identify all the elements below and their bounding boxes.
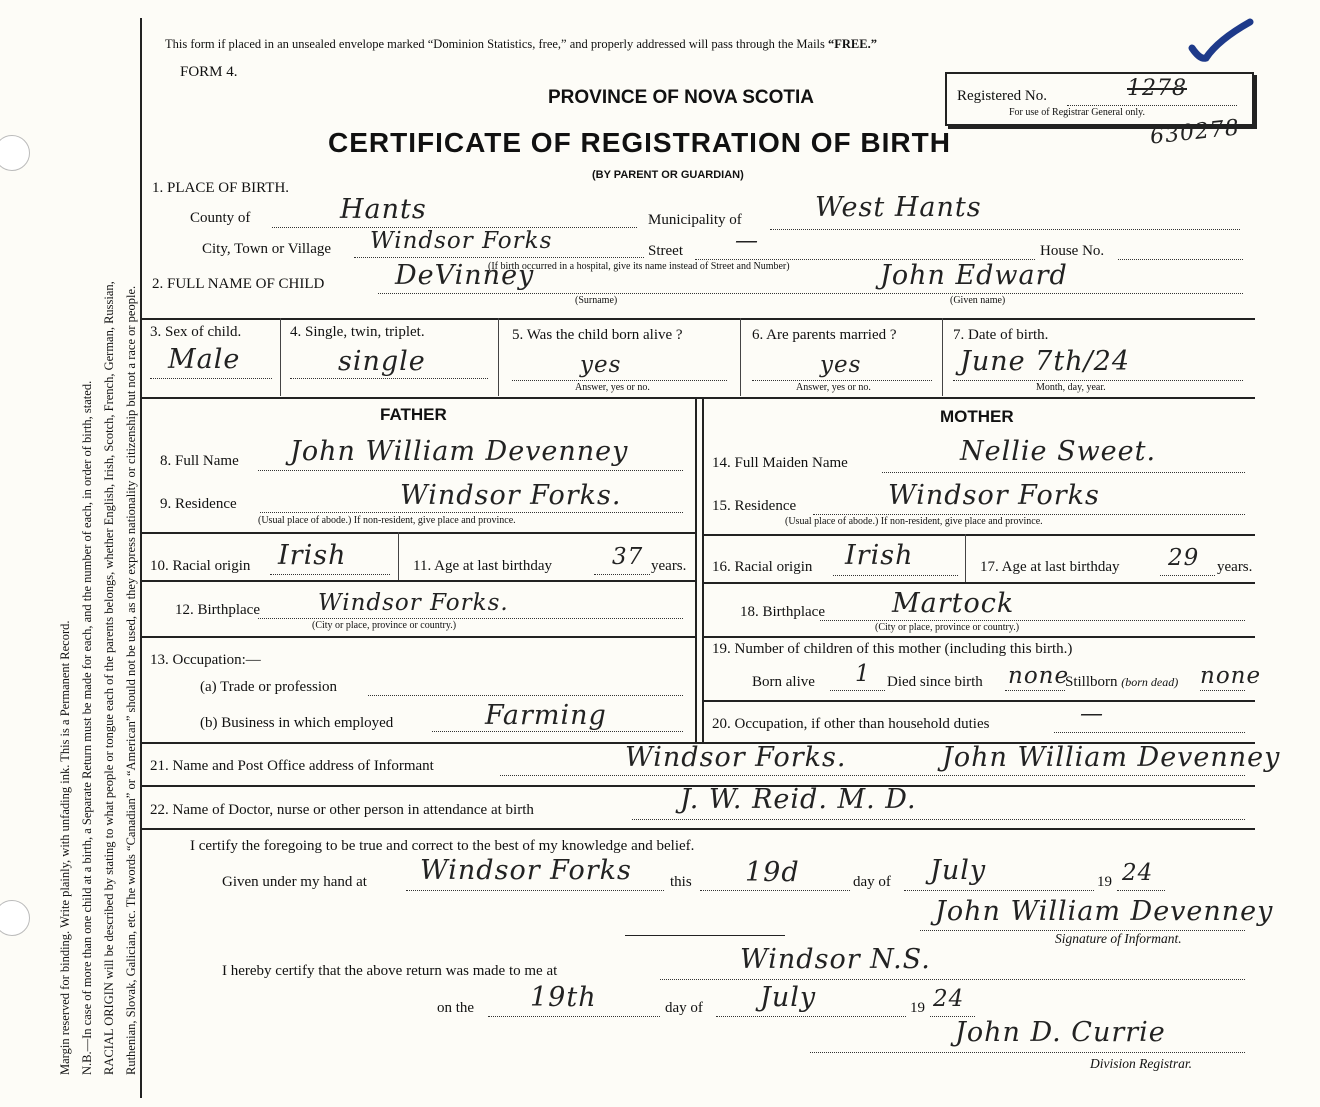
- registrar-signature: John D. Currie: [955, 1017, 1166, 1048]
- father-residence-note: (Usual place of abode.) If non-resident, give place and province.: [258, 515, 516, 526]
- date-of-birth-label: 7. Date of birth.: [953, 327, 1049, 343]
- informant-signature-label: Signature of Informant.: [1055, 931, 1182, 946]
- certificate-subtitle: (BY PARENT OR GUARDIAN): [592, 169, 744, 181]
- hospital-note: (If birth occurred in a hospital, give its name instead of Street and Number): [488, 261, 790, 272]
- plurality-label: 4. Single, twin, triplet.: [290, 324, 425, 340]
- mother-age-unit: years.: [1217, 559, 1253, 575]
- stillborn-value: none: [1200, 663, 1262, 689]
- doctor-label: 22. Name of Doctor, nurse or other person in attendance at birth: [150, 802, 534, 818]
- father-business-value: Farming: [485, 700, 607, 731]
- street-label: Street: [648, 243, 683, 259]
- house-label: House No.: [1040, 243, 1105, 259]
- county-label: County of: [190, 210, 251, 226]
- top-notice-free: “FREE.”: [828, 37, 877, 51]
- margin-note-racial-words: Ruthenian, Slovak, Galician, etc. The words “Canadian” or “American” should not be used, as they express nationality or citizenship but not a race or people.: [124, 285, 138, 1075]
- binding-hole-top: [0, 135, 30, 171]
- registrar-place: Windsor N.S.: [740, 944, 931, 975]
- mother-racial-value: Irish: [845, 540, 914, 571]
- mother-heading: MOTHER: [940, 407, 1014, 426]
- born-alive-count: 1: [855, 661, 871, 687]
- registrar-year-prefix: 19: [910, 1000, 925, 1016]
- father-birthplace-value: Windsor Forks.: [318, 590, 509, 616]
- registrar-statement: I hereby certify that the above return was made to me at: [222, 963, 558, 979]
- father-age-value: 37: [612, 544, 644, 570]
- stillborn-label-text: Stillborn: [1065, 674, 1118, 690]
- father-heading: FATHER: [380, 405, 447, 424]
- child-given-name: John Edward: [880, 260, 1068, 291]
- mother-age-value: 29: [1168, 545, 1200, 571]
- born-alive-count-label: Born alive: [752, 674, 815, 690]
- certify-statement: I certify the foregoing to be true and correct to the best of my knowledge and belief.: [190, 838, 695, 854]
- certify-year: 24: [1122, 860, 1154, 886]
- mother-age-label: 17. Age at last birthday: [980, 559, 1120, 575]
- father-birthplace-note: (City or place, province or country.): [312, 620, 457, 631]
- registered-note: For use of Registrar General only.: [1009, 107, 1145, 118]
- county-value: Hants: [340, 194, 427, 225]
- mother-residence-value: Windsor Forks: [888, 480, 1100, 511]
- married-note: Answer, yes or no.: [796, 382, 871, 393]
- father-age-label: 11. Age at last birthday: [413, 558, 552, 574]
- certify-day: 19d: [745, 857, 800, 888]
- province-heading: PROVINCE OF NOVA SCOTIA: [548, 87, 815, 108]
- doctor-name: J. W. Reid. M. D.: [680, 784, 917, 815]
- city-label: City, Town or Village: [202, 241, 332, 257]
- plurality-value: single: [338, 346, 426, 377]
- street-value: —: [735, 228, 759, 254]
- top-notice-text: This form if placed in an unsealed envelope marked “Dominion Statistics, free,” and properly addressed will pass through the Mails: [165, 37, 825, 51]
- city-value: Windsor Forks: [370, 228, 553, 254]
- mother-name-value: Nellie Sweet.: [960, 436, 1157, 467]
- married-label: 6. Are parents married ?: [752, 327, 897, 343]
- born-alive-note: Answer, yes or no.: [575, 382, 650, 393]
- mother-children-label: 19. Number of children of this mother (including this birth.): [712, 641, 1073, 657]
- father-racial-label: 10. Racial origin: [150, 558, 251, 574]
- registered-label: Registered No.: [957, 88, 1047, 104]
- father-residence-label: 9. Residence: [160, 496, 237, 512]
- informant-address: Windsor Forks.: [625, 742, 847, 773]
- mother-birthplace-label: 18. Birthplace: [740, 604, 825, 620]
- certify-month: July: [930, 855, 987, 886]
- registrar-day: 19th: [530, 982, 597, 1013]
- father-business-label: (b) Business in which employed: [200, 715, 394, 731]
- registrar-day-of-label: day of: [665, 1000, 703, 1016]
- margin-border: [140, 18, 142, 1098]
- registrar-on-label: on the: [437, 1000, 475, 1016]
- form-number: FORM 4.: [180, 64, 238, 80]
- certify-day-of-label: day of: [853, 874, 891, 890]
- registrar-signature-label: Division Registrar.: [1090, 1056, 1193, 1071]
- mother-name-label: 14. Full Maiden Name: [712, 455, 848, 471]
- registered-value-struck: 1278: [1127, 76, 1187, 101]
- binding-hole-bottom: [0, 900, 30, 936]
- given-under-hand-label: Given under my hand at: [222, 874, 367, 890]
- born-alive-value: yes: [580, 352, 622, 378]
- date-of-birth-note: Month, day, year.: [1036, 382, 1106, 393]
- mother-racial-label: 16. Racial origin: [712, 559, 813, 575]
- married-value: yes: [820, 352, 862, 378]
- father-birthplace-label: 12. Birthplace: [175, 602, 260, 618]
- informant-name: John William Devenney: [942, 742, 1281, 773]
- father-residence-value: Windsor Forks.: [400, 480, 622, 511]
- check-mark-icon: [1188, 18, 1256, 64]
- sex-value: Male: [168, 344, 241, 375]
- father-occupation-label: 13. Occupation:—: [150, 652, 261, 668]
- margin-note-multiple-births: N.B.—In case of more than one child at a birth, a Separate Return must be made for each, and the number of each, in order of birth, stated.: [80, 380, 94, 1075]
- given-name-note: (Given name): [950, 295, 1006, 306]
- mother-residence-note: (Usual place of abode.) If non-resident, give place and province.: [785, 516, 1043, 527]
- stillborn-note: (born dead): [1121, 675, 1179, 689]
- mother-birthplace-note: (City or place, province or country.): [875, 622, 1020, 633]
- child-surname: DeVinney: [395, 260, 535, 291]
- municipality-value: West Hants: [815, 192, 982, 223]
- place-of-birth-label: 1. PLACE OF BIRTH.: [152, 180, 290, 196]
- died-since-birth-label: Died since birth: [887, 674, 983, 690]
- given-place: Windsor Forks: [420, 855, 632, 886]
- child-name-label: 2. FULL NAME OF CHILD: [152, 276, 325, 292]
- informant-signature: John William Devenney: [935, 896, 1274, 927]
- father-name-value: John William Devenney: [290, 436, 629, 467]
- mother-residence-label: 15. Residence: [712, 498, 797, 514]
- margin-note-racial-origin: RACIAL ORIGIN will be described by stating to what people or tongue each of the parents belongs, whether English, Irish, Scotch, French, German, Russian,: [102, 281, 116, 1075]
- top-notice: [165, 37, 877, 52]
- this-label: this: [670, 874, 692, 890]
- father-racial-value: Irish: [278, 540, 347, 571]
- stillborn-label: [1065, 674, 1178, 691]
- municipality-label: Municipality of: [648, 212, 742, 228]
- certify-year-prefix: 19: [1097, 874, 1112, 890]
- surname-note: (Surname): [575, 295, 618, 306]
- informant-label: 21. Name and Post Office address of Informant: [150, 758, 434, 774]
- mother-occupation-value: —: [1080, 701, 1104, 727]
- mother-birthplace-value: Martock: [892, 588, 1015, 619]
- registrar-month: July: [760, 982, 817, 1013]
- certificate-title: CERTIFICATE OF REGISTRATION OF BIRTH: [328, 127, 951, 158]
- died-since-birth-value: none: [1008, 663, 1070, 689]
- born-alive-label: 5. Was the child born alive ?: [512, 327, 683, 343]
- sex-label: 3. Sex of child.: [150, 324, 242, 340]
- date-of-birth-value: June 7th/24: [960, 346, 1131, 377]
- margin-note-binding: Margin reserved for binding. Write plainly, with unfading ink. This is a Permanent Record.: [58, 620, 72, 1075]
- registrar-year: 24: [933, 986, 965, 1012]
- registered-number: 630278: [1148, 115, 1242, 150]
- father-age-unit: years.: [651, 558, 687, 574]
- father-trade-label: (a) Trade or profession: [200, 679, 338, 695]
- mother-occupation-label: 20. Occupation, if other than household duties: [712, 716, 990, 732]
- father-name-label: 8. Full Name: [160, 453, 239, 469]
